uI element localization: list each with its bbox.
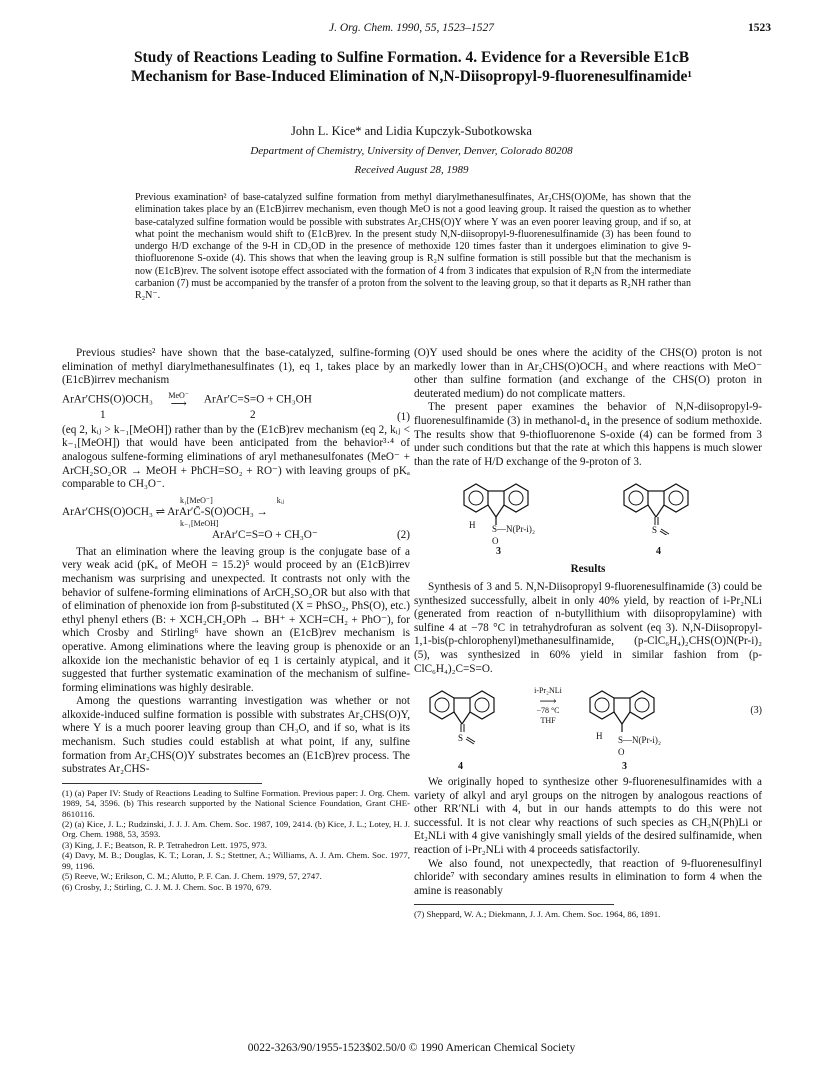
equation-3 [414,680,762,776]
affiliation: Department of Chemistry, University of Denver, Denver, Colorado 80208 [250,145,573,157]
eq1-label-2: 2 [250,408,256,421]
footnote: (3) King, J. F.; Beatson, R. P. Tetrahedron Lett. 1975, 973. [62,839,267,850]
eq3-O: O [618,747,625,758]
equation-1: ArAr′CHS(O)OCH₃ MeO⁻ ⟶ ArAr′C=S=O + CH₃OH 1 2 (1) [62,390,410,423]
paragraph: (eq 2, kᵢⱼ > k₋₁[MeOH]) rather than by the (E1cB)rev mechanism (eq 2, kᵢⱼ < k₋₁[MeOH]) that would have been anticipated from the behavior³·⁴ of analogous sulfene-forming eliminations of aryl methanesulfonates (MeO⁻ + ArCH₂SO₂OR → MeOH + PhCH=SO₂ + RO⁻) with leaving groups of pKₐ comparable to CH₃O⁻. [62,423,410,491]
struct-3-H: H [469,520,476,531]
footnote-rule [414,904,614,905]
page-number: 1523 [748,22,771,34]
eq3-reagent: i-Pr₂NLi [534,686,562,696]
eq2-tag: (2) [396,528,410,541]
footnote: (2) (a) Kice, J. L.; Rudzinski, J. J. J. Am. Chem. Soc. 1987, 109, 2414. (b) Kice, J. L.; Lotey, H. J. Org. Chem. 1988, 53, 3593. [62,819,410,840]
eq1-arrow-label: MeO⁻ [168,390,189,400]
eq3-tag: (3) [750,705,762,717]
footnote: (6) Crosby, J.; Stirling, C. J. M. J. Chem. Soc. B 1970, 679. [62,881,272,892]
left-column [62,347,410,892]
eq3-H: H [596,731,603,742]
eq2-line1: ArAr′CHS(O)OCH₃ ⇌ ArAr′C̄-S(O)OCH₃ → [62,505,268,518]
eq1-lhs: ArAr′CHS(O)OCH₃ [62,393,153,406]
article-title: Study of Reactions Leading to Sulfine Formation. 4. Evidence for a Reversible E1cB Mechanism for Base-Induced Elimination of N,N-Diisopropyl-9-fluorenesulfinamide¹ [131,49,692,85]
eq1-rhs: ArAr′C=S=O + CH₃OH [203,393,312,406]
svg-text:S: S [652,525,658,536]
struct-3-O: O [492,536,499,547]
eq3-solvent: THF [540,716,556,726]
paragraph: We originally hoped to synthesize other 9-fluorenesulfinamides with a variety of alkyl and aryl groups on the nitrogen by analogous reactions of other RR′NLi with 4, but in our hands attempts to do this were not successful. It is not clear why reactions of such species as CH₃N(Ph)Li or Et₂NLi with 4 give vanishingly small yields of the desired sulfinamide, when reaction of i-Pr₂NLi with 4 proceeds satisfactorily. [414,776,762,857]
running-header [0,22,823,38]
reactant-structure-4 [424,684,514,754]
eq3-arrow: i-Pr₂NLi ⟶ −78 °C THF [526,686,570,726]
eq3-temperature: −78 °C [536,706,560,716]
received-date: Received August 28, 1989 [354,164,469,176]
page-footer: 0022-3263/90/1955-1523$02.50/0 © 1990 American Chemical Society [247,1042,576,1054]
paragraph: Among the questions warranting investigation was whether or not alkoxide-induced sulfine formation is possible with substrates Ar₂CHS(O)Y, where Y is a much poorer leaving group than CH₃O, and if so, what is its mechanism. Such studies could establish at what point, if any, sulfine formation from Ar₂CHS(O)Y substrates becomes an (E1cB)rev process. The substrates Ar₂CHS- [62,695,410,776]
footnote: (5) Reeve, W.; Erikson, C. M.; Alutto, P. F. Can. J. Chem. 1979, 57, 2747. [62,871,322,882]
struct-4-label: 4 [656,546,661,558]
paragraph: Previous studies² have shown that the base-catalyzed, sulfine-forming elimination of methyl diarylmethanesulfinates (1), eq 1, takes place by an (E1cB)irrev mechanism [62,347,410,387]
struct-3-label: 3 [496,546,501,558]
abstract: Previous examination² of base-catalyzed sulfine formation from methyl diarylmethanesulfinates, Ar₂CHS(O)OMe, has shown that the elimination takes place by an (E1cB)irrev mechanism, even though MeO is not a good leaving group. It raised the question as to whether base-catalyzed sulfine formation would be possible with substrates Ar₂CHS(O)Y where Y was an even poorer leaving group, and if so, at what point the mechanism would shift to (E1cB)rev. In the present study N,N-diisopropyl-9-fluorenesulfinamide (3) has been found to undergo H/D exchange of the 9-H in CD₃OD in the presence of methoxide 120 times faster than it undergoes elimination to give 9-thiofluorenone S-oxide (4). This shows that when the leaving group is R₂N sulfine formation is still possible but that the mechanism is now (E1cB)rev. The solvent isotope effect associated with the formation of 4 from 3 indicates that expulsion of R₂N from the intermediate carbanion (7) must be accompanied by the transfer of a proton from the solvent to the leaving group, so that it departs as R₂NH rather than R₂N⁻. [135,192,691,302]
eq2-line2: ArAr′C=S=O + CH₃O⁻ [212,528,318,541]
right-column [414,347,762,920]
eq3-label-4: 4 [458,761,463,773]
eq2-rate-lower: k₋₁[MeOH] [180,518,219,528]
footnote: (1) (a) Paper IV: Study of Reactions Leading to Sulfine Formation. Previous paper: J. Org. Chem. 1989, 54, 3596. (b) This research supported by the National Science Foundation, Grant CHE-8610116. [62,787,410,819]
structures-3-4 [414,473,762,557]
section-heading-results: Results [570,563,606,576]
equation-2 [62,496,410,542]
footnote: (7) Sheppard, W. A.; Diekmann, J. J. Am. Chem. Soc. 1964, 86, 1891. [414,909,661,920]
paragraph: Synthesis of 3 and 5. N,N-Diisopropyl 9-fluorenesulfinamide (3) could be synthesized successfully, albeit in only 40% yield, by reaction of i-Pr₂NLi (generated from reaction of n-butyllithium with diisopropylamine) with sulfine 4 at −78 °C in tetrahydrofuran as solvent (eq 3). N,N-Diisopropyl-1,1-bis(p-chlorophenyl)methanesulfinamide, (p-ClC₆H₄)₂CHS(O)N(Pr-i)₂ (5), was synthesized in 60% yield in similar fashion from (p-ClC₆H₄)₂C=S=O. [414,580,762,675]
eq3-label-3: 3 [622,761,627,773]
footnote: (4) Davy, M. B.; Douglas, K. T.; Loran, J. S.; Stettner, A.; Williams, A. J. Am. Chem. Soc. 1977, 99, 1196. [62,850,410,871]
thiofluorenone-structure-4 [614,473,724,535]
eq1-label-1: 1 [100,408,106,421]
paragraph: We also found, not unexpectedly, that reaction of 9-fluorenesulfinyl chloride⁷ with secondary amines results in elimination to form 4 when the amine is reasonably [414,857,762,897]
eq1-tag: (1) [396,410,410,423]
paragraph: The present paper examines the behavior of N,N-diisopropyl-9-fluorenesulfinamide (3) in methanol-d₄ in the presence of sodium methoxide. The results show that 9-thiofluorenone S-oxide (4) can be formed from 3 under such conditions but that the rate at which this happens is much slower than the rate of H/D exchange of the 9-proton of 3. [414,401,762,468]
svg-text:S: S [458,733,464,744]
struct-3-S: S—N(Pr-i)₂ [492,524,535,535]
paragraph: (O)Y used should be ones where the acidity of the CHS(O) proton is not markedly lower than in Ar₂CHS(O)OCH₃ and where reactions with MeO⁻ other than sulfine formation (and exchange of the CHS(O) proton in deuterated medium) do not complicate matters. [414,347,762,400]
eq3-S: S—N(Pr-i)₂ [618,735,661,746]
eq2-rate-upper: k₁[MeO⁻] [180,495,213,505]
footnote-rule [62,783,262,784]
journal-citation: J. Org. Chem. 1990, 55, 1523–1527 [328,22,495,34]
authors: John L. Kice* and Lidia Kupczyk-Subotkowska [291,124,532,138]
eq2-rate-k: kᵢⱼ [276,495,285,505]
paragraph: That an elimination where the leaving group is the conjugate base of a very weak acid (pKₐ of MeOH = 15.2)⁵ would proceed by an (E1cB)irrev mechanism was surprising and unexpected. It contrasts not only with the behavior of sulfene-forming eliminations of ArCH₂SO₂OR but also with that of elimination of phenoxide ion from β-substituted (X = PhSO₂, PhS(O), etc.) ethyl phenyl ethers (B: + XCH₂CH₂OPh → BH⁺ + XCH=CH₂ + PhO⁻), for which Crosby and Stirling⁶ have shown an (E1cB)rev mechanism is operative. Among eliminations where the leaving group is phenoxide or an alkoxide ion the mechanistic behavior of eq 1 is certainly atypical, and it suggested that further systematic examination of the mechanism of sulfine-forming eliminations was highly desirable. [62,545,410,694]
